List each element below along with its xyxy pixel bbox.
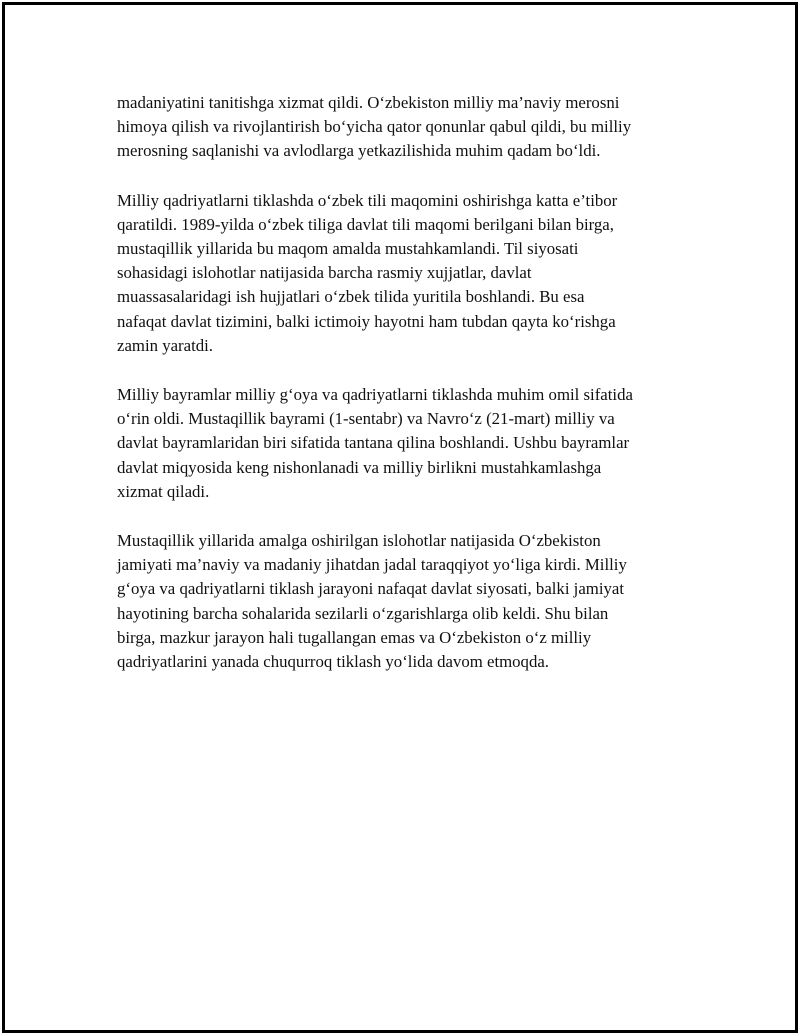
document-body [117, 91, 692, 699]
paragraph-1: madaniyatini tanitishga xizmat qildi. O‘zbekiston milliy ma’naviy merosni himoya qilish va rivojlantirish bo‘yicha qator qonunlar qabul qildi, bu milliy merosning saqlanishi va avlodlarga yetkazilishida muhim qadam bo‘ldi. [117, 93, 632, 161]
paragraph-2: Milliy qadriyatlarni tiklashda o‘zbek tili maqomini oshirishga katta e’tibor qaratildi. 1989-yilda o‘zbek tiliga davlat tili maqomi berilgani bilan birga, mustaqillik yillarida bu maqom amalda mustahkamlandi. Til siyosati sohasidagi islohotlar natijasida barcha rasmiy xujjatlar, davlat muassasalaridagi ish hujjatlari o‘zbek tilida yuritila boshlandi. Bu esa nafaqat davlat tizimini, balki ictimoiy hayotni ham tubdan qayta ko‘rishga zamin yaratdi. [117, 190, 618, 355]
paragraph-4: Mustaqillik yillarida amalga oshirilgan islohotlar natijasida O‘zbekiston jamiyati ma’naviy va madaniy jihatdan jadal taraqqiyot yo‘liga kirdi. Milliy g‘oya va qadriyatlarni tiklash jarayoni nafaqat davlat siyosati, balki jamiyat hayotining barcha sohalarida sezilarli o‘zgarishlarga olib keldi. Shu bilan birga, mazkur jarayon hali tugallangan emas va O‘zbekiston o‘z milliy qadriyatlarini yanada chuqurroq tiklash yo‘lida davom etmoqda. [117, 531, 627, 672]
paragraph-3: Milliy bayramlar milliy g‘oya va qadriyatlarni tiklashda muhim omil sifatida o‘rin oldi. Mustaqillik bayrami (1-sentabr) va Navro‘z (21-mart) milliy va davlat bayramlaridan biri sifatida tantana qilina boshlandi. Ushbu bayramlar davlat miqyosida keng nishonlanadi va milliy birlikni mustahkamlashga xizmat qiladi. [117, 385, 633, 501]
